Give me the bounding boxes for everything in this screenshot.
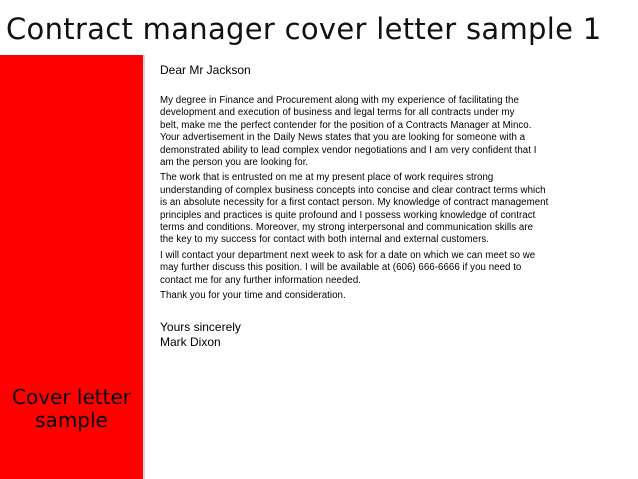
paragraph-intro	[160, 95, 620, 169]
letter-body	[160, 63, 620, 350]
paragraph-line: The work that is entrusted on me at my present place of work requires strong	[160, 172, 494, 184]
paragraph-line: am the person you are looking for.	[160, 157, 309, 169]
paragraph-line: principles and practices is quite profound and I possess working knowledge of contract	[160, 209, 536, 221]
letter-closing-block	[160, 320, 620, 350]
side-label-line-2: sample	[35, 408, 108, 432]
side-label-line-1: Cover letter	[12, 385, 131, 409]
paragraph-line: is an absolute necessity for a first contact person. My knowledge of contract management	[160, 197, 549, 209]
letter-salutation: Dear Mr Jackson	[160, 63, 251, 77]
paragraph-thanks	[160, 290, 620, 302]
letter-closing: Yours sincerely	[160, 319, 241, 334]
paragraph-experience	[160, 172, 620, 246]
paragraph-line: belt, make me the perfect contender for the position of a Contracts Manager at Minco.	[160, 119, 532, 131]
slide-title: Contract manager cover letter sample 1	[6, 12, 602, 46]
paragraph-line: Thank you for your time and consideration.	[160, 290, 346, 302]
paragraph-line: My degree in Finance and Procurement along with my experience of facilitating the	[160, 95, 519, 106]
side-label	[0, 386, 143, 432]
paragraph-line: Your advertisement in the Daily News states that you are looking for someone with a	[160, 132, 526, 144]
paragraph-line: understanding of complex business concepts into concise and clear contract terms which	[160, 184, 546, 196]
paragraph-line: terms and conditions. Moreover, my strong interpersonal and communication skills are	[160, 222, 534, 234]
paragraph-line: the key to my success for contact with both internal and external customers.	[160, 234, 490, 246]
letter-signature: Mark Dixon	[160, 334, 221, 349]
paragraph-follow-up	[160, 250, 620, 287]
paragraph-line: demonstrated ability to lead complex vendor negotiations and I am very confident that I	[160, 144, 537, 156]
paragraph-line: development and execution of business and legal terms for all contracts under my	[160, 107, 515, 119]
paragraph-line: I will contact your department next week to ask for a date on which we can meet so we	[160, 249, 536, 261]
paragraph-line: may further discuss this position. I will be available at (606) 666-6666 if you need to	[160, 262, 522, 274]
paragraph-line: contact me for any further information needed.	[160, 274, 362, 286]
